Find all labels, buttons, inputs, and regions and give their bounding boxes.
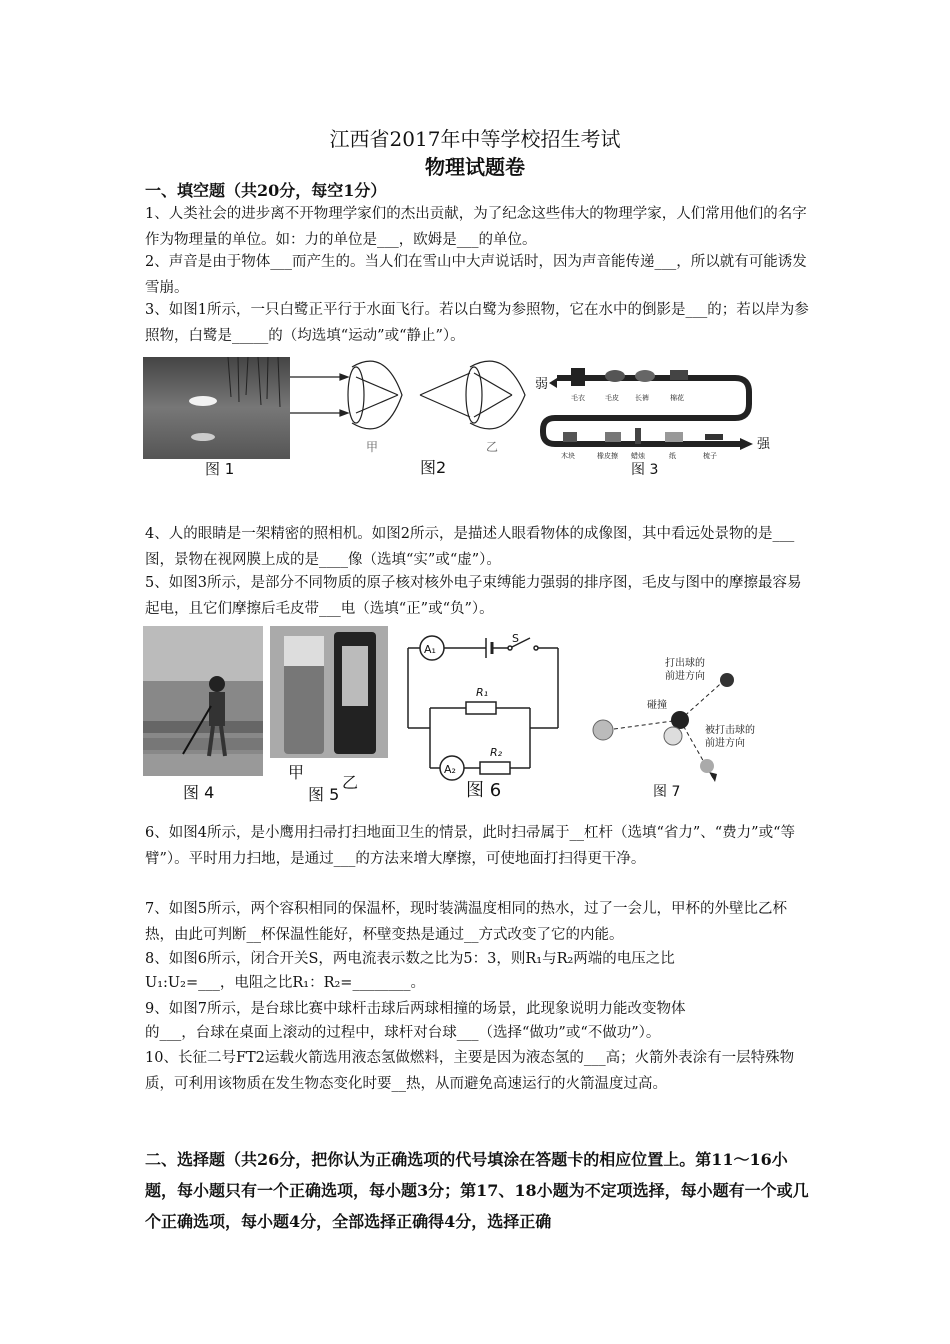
resistor-r1-icon bbox=[466, 702, 496, 714]
question-4: 4、人的眼睛是一架精密的照相机。如图2所示，是描述人眼看物体的成像图，其中看远处景物的是___图，景物在视网膜上成的是____像（选填“实”或“虚”）。 bbox=[145, 526, 795, 568]
figure-1 bbox=[143, 357, 290, 477]
fig7-label-1a: 打出球的 bbox=[665, 658, 705, 669]
item-icon bbox=[563, 432, 577, 442]
path-line bbox=[680, 678, 727, 720]
figure-2-caption: 图2 bbox=[420, 458, 447, 477]
exam-subtitle: 物理试题卷 bbox=[425, 155, 525, 179]
question-9-line-1: 9、如图7所示，是台球比赛中球杆击球后两球相撞的场景，此现象说明力能改变物体 bbox=[145, 1001, 686, 1017]
ball-icon bbox=[671, 711, 689, 729]
question-3: 3、如图1所示，一只白鹭正平行于水面飞行。若以白鹭为参照物，它在水中的倒影是___的；若以岸为参照物，白鹭是_____的（均选填“运动”或“静止”）。 bbox=[145, 302, 809, 344]
figure-2-yi-label: 乙 bbox=[486, 440, 499, 454]
question-9-line-2: 的___，台球在桌面上滚动的过程中，球杆对台球___（选择“做功”或“不做功”）。 bbox=[145, 1025, 661, 1041]
ball-icon bbox=[720, 673, 734, 687]
item-label: 长裤 bbox=[635, 394, 649, 402]
figure-6 bbox=[400, 628, 570, 804]
fig7-label-3a: 被打击球的 bbox=[705, 725, 755, 736]
resistor-r1-label: R₁ bbox=[476, 686, 489, 699]
weak-label: 弱 bbox=[535, 377, 549, 392]
exam-title: 江西省2017年中等学校招生考试 bbox=[329, 127, 621, 151]
question-8-line-1: 8、如图6所示，闭合开关S，两电流表示数之比为5：3，则R₁与R₂两端的电压之比 bbox=[145, 951, 675, 967]
item-label: 梳子 bbox=[703, 452, 717, 460]
cue-ball-icon bbox=[593, 720, 613, 740]
switch-terminal-icon bbox=[508, 646, 512, 650]
item-icon bbox=[665, 432, 683, 442]
section1-heading: 一、填空题（共20分，每空1分） bbox=[145, 181, 387, 200]
figure-6-caption: 图 6 bbox=[466, 780, 502, 801]
figure-7-caption: 图 7 bbox=[653, 784, 681, 800]
item-icon bbox=[571, 368, 585, 386]
item-icon bbox=[605, 370, 625, 382]
figure-5 bbox=[270, 626, 388, 804]
item-label: 棉花 bbox=[670, 394, 684, 402]
question-10: 10、长征二号FT2运载火箭选用液态氢做燃料，主要是因为液态氢的___高；火箭外表涂有一层特殊物质，可利用该物质在发生物态变化时要__热，从而避免高速运行的火箭温度过高。 bbox=[145, 1050, 795, 1092]
figure-5-yi-label: 乙 bbox=[342, 773, 359, 792]
switch-label: S bbox=[512, 632, 519, 645]
figure-5-caption: 图 5 bbox=[308, 785, 340, 804]
question-2: 2、声音是由于物体___而产生的。当人们在雪山中大声说话时，因为声音能传递___，所以就有可能诱发雪崩。 bbox=[145, 254, 807, 296]
fig7-label-1b: 前进方向 bbox=[665, 671, 705, 682]
figure-3-caption: 图 3 bbox=[631, 462, 659, 477]
item-icon bbox=[635, 370, 655, 382]
question-1: 1、人类社会的进步离不开物理学家们的杰出贡献，为了纪念这些伟大的物理学家，人们常用他们的名字作为物理量的单位。如：力的单位是___，欧姆是___的单位。 bbox=[145, 206, 807, 248]
item-label: 毛衣 bbox=[571, 394, 585, 402]
question-8-line-2: U₁:U₂=___，电阻之比R₁：R₂=________。 bbox=[145, 975, 425, 991]
resistor-r2-icon bbox=[480, 762, 510, 774]
item-icon bbox=[670, 370, 688, 380]
figure-4 bbox=[143, 626, 263, 804]
ammeter-a2-label: A₂ bbox=[444, 763, 456, 776]
figure-5-jia-label: 甲 bbox=[288, 763, 305, 782]
item-icon bbox=[605, 432, 621, 442]
item-label: 纸 bbox=[669, 452, 676, 460]
question-5: 5、如图3所示，是部分不同物质的原子核对核外电子束缚能力强弱的排序图，毛皮与图中的摩擦最容易起电，且它们摩擦后毛皮带___电（选填“正”或“负”）。 bbox=[145, 575, 802, 617]
item-icon bbox=[705, 434, 723, 440]
item-label: 毛皮 bbox=[605, 394, 619, 402]
item-icon bbox=[635, 428, 641, 444]
ball-icon bbox=[664, 727, 682, 745]
figure-2 bbox=[290, 357, 535, 477]
arrow-right-icon bbox=[740, 438, 753, 450]
fig7-label-2: 碰撞 bbox=[647, 700, 667, 711]
switch-terminal-icon bbox=[534, 646, 538, 650]
egret-icon bbox=[189, 396, 217, 406]
item-label: 橡皮擦 bbox=[597, 452, 618, 460]
ball-icon bbox=[700, 759, 714, 773]
section2-heading: 二、选择题（共26分，把你认为正确选项的代号填涂在答题卡的相应位置上。第11～16小题，每小题只有一个正确选项，每小题3分；第17、18小题为不定项选择，每小题有一个或几个正确选项，每小题4分，全部选择正确得4分，选择正确 bbox=[145, 1150, 809, 1231]
question-6: 6、如图4所示，是小鹰用扫帚打扫地面卫生的情景，此时扫帚属于__杠杆（选填“省力”、“费力”或“等臂”）。平时用力扫地，是通过___的方法来增大摩擦，可使地面打扫得更干净。 bbox=[145, 825, 796, 867]
person-body-icon bbox=[209, 692, 225, 726]
egret-reflection-icon bbox=[191, 433, 215, 441]
eye-1-icon bbox=[352, 361, 402, 429]
figure-7 bbox=[585, 650, 780, 804]
person-head-icon bbox=[209, 676, 225, 692]
item-label: 木块 bbox=[561, 452, 575, 460]
arrow-left-icon bbox=[549, 378, 557, 388]
figure-1-caption: 图 1 bbox=[205, 460, 235, 477]
arrow-icon bbox=[709, 772, 717, 782]
figure-2-jia-label: 甲 bbox=[366, 440, 379, 454]
item-label: 蜡烛 bbox=[631, 452, 645, 460]
resistor-r2-label: R₂ bbox=[490, 746, 503, 759]
fig7-label-3b: 前进方向 bbox=[705, 738, 745, 749]
strong-label: 强 bbox=[757, 437, 771, 452]
question-7: 7、如图5所示，两个容积相同的保温杯，现时装满温度相同的热水，过了一会儿，甲杯的外壁比乙杯热，由此可判断__杯保温性能好，杯壁变热是通过__方式改变了它的内能。 bbox=[145, 901, 787, 943]
figure-3 bbox=[535, 362, 775, 477]
figure-4-caption: 图 4 bbox=[183, 783, 215, 802]
ammeter-a1-label: A₁ bbox=[424, 643, 436, 656]
